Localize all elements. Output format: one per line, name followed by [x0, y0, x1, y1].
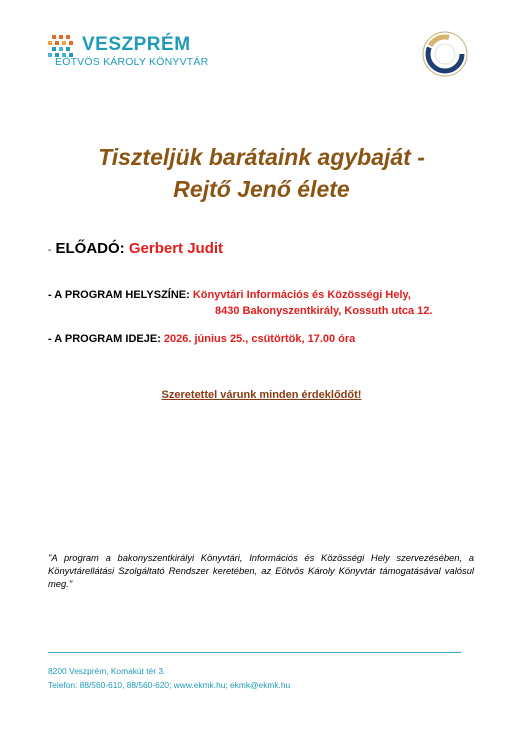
presenter-row — [48, 240, 223, 257]
event-title — [0, 141, 523, 205]
venue-line-1: Könyvtári Információs és Közösségi Hely, — [192, 289, 411, 301]
venue-label: - A PROGRAM HELYSZÍNE: — [48, 289, 190, 301]
title-line-2: Rejtő Jenő élete — [173, 176, 350, 202]
welcome-message: Szeretettel várunk minden érdeklődőt! — [161, 389, 362, 401]
library-logo-icon — [46, 35, 76, 57]
venue-line-2: 8430 Bakonyszentkirály, Kossuth utca 12. — [215, 305, 433, 317]
venue-row — [48, 289, 411, 301]
sponsor-note: "A program a bakonyszentkirályi Könyvtári, Információs és Közösségi Hely szervezésében, a Könyvtárellátási Szolgáltató Rendszer keretében, az Eötvös Károly Könyvtár támogatásával valósul meg." — [48, 552, 474, 589]
presenter-label: ELŐADÓ: — [55, 240, 125, 257]
time-label: - A PROGRAM IDEJE: — [48, 333, 161, 345]
presenter-dash: - — [48, 245, 52, 256]
footer-divider — [48, 652, 461, 653]
footer-contact: Telefon: 88/560-610, 88/560-620; www.ekmk.hu; ekmk@ekmk.hu — [48, 680, 291, 690]
time-value: 2026. június 25., csütörtök, 17.00 óra — [163, 333, 356, 345]
footer-address: 8200 Veszprém, Komakút tér 3. — [48, 666, 166, 676]
library-logo — [46, 33, 226, 73]
logo-subtitle: EÖTVÖS KÁROLY KÖNYVTÁR — [55, 56, 209, 68]
title-line-1: Tiszteljük barátaink agybaját - — [98, 144, 425, 170]
logo-brand-text: VESZPRÉM — [82, 34, 191, 55]
presenter-name: Gerbert Judit — [128, 240, 224, 257]
time-row — [48, 333, 355, 345]
circular-seal-icon — [421, 30, 469, 78]
